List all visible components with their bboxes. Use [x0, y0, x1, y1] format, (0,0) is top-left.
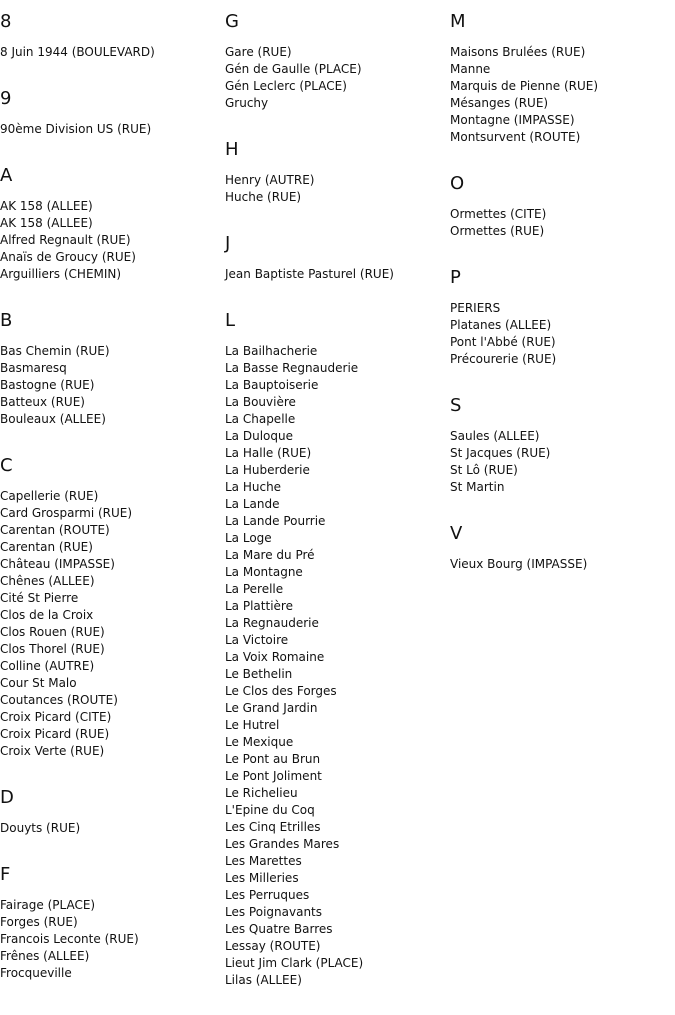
street-name: 8 Juin 1944 (BOULEVARD) — [0, 45, 155, 59]
street-name: La Huche — [225, 480, 282, 494]
street-name: Ormettes (RUE) — [450, 224, 545, 238]
street-list — [225, 44, 445, 112]
street-name: Gare (RUE) — [225, 45, 292, 59]
street-name: La Victoire — [225, 633, 289, 647]
street-name: Bastogne (RUE) — [0, 378, 95, 392]
letter-group — [450, 522, 670, 573]
letter-group — [0, 10, 220, 61]
street-list — [450, 300, 670, 368]
street-list — [0, 488, 220, 760]
street-name: Lieut Jim Clark (PLACE) — [225, 956, 364, 970]
letter-group — [0, 454, 220, 760]
street-name: Saules (ALLEE) — [450, 429, 540, 443]
street-name: Frocqueville — [0, 966, 72, 980]
street-name: Château (IMPASSE) — [0, 557, 115, 571]
street-name: La Lande — [225, 497, 280, 511]
street-name: PERIERS — [450, 301, 501, 315]
street-name: Frênes (ALLEE) — [0, 949, 90, 963]
street-list — [0, 820, 220, 837]
street-name: Chênes (ALLEE) — [0, 574, 95, 588]
street-name: Gruchy — [225, 96, 269, 110]
street-name: Le Hutrel — [225, 718, 280, 732]
street-name: Montsurvent (ROUTE) — [450, 130, 581, 144]
section-letter-heading: D — [0, 787, 14, 808]
street-name: Maisons Brulées (RUE) — [450, 45, 586, 59]
section-letter-heading: G — [225, 11, 239, 32]
street-list — [0, 897, 220, 982]
street-name: Les Quatre Barres — [225, 922, 333, 936]
street-name: Les Poignavants — [225, 905, 323, 919]
street-name: Colline (AUTRE) — [0, 659, 95, 673]
letter-group — [225, 309, 445, 989]
street-name: Gén Leclerc (PLACE) — [225, 79, 347, 93]
street-name: La Bouvière — [225, 395, 296, 409]
section-letter-heading: M — [450, 11, 466, 32]
street-name: Les Perruques — [225, 888, 310, 902]
street-name: Platanes (ALLEE) — [450, 318, 552, 332]
street-name: La Chapelle — [225, 412, 296, 426]
street-name: Coutances (ROUTE) — [0, 693, 118, 707]
street-name: Clos Rouen (RUE) — [0, 625, 105, 639]
street-name: Le Grand Jardin — [225, 701, 318, 715]
letter-group — [0, 786, 220, 837]
street-name: Anaïs de Groucy (RUE) — [0, 250, 136, 264]
street-list — [225, 343, 445, 989]
street-name: Mésanges (RUE) — [450, 96, 549, 110]
street-name: Ormettes (CITE) — [450, 207, 547, 221]
street-name: Croix Picard (CITE) — [0, 710, 112, 724]
street-name: Manne — [450, 62, 491, 76]
section-letter-heading: 9 — [0, 88, 12, 109]
section-letter-heading: L — [225, 310, 236, 331]
section-letter-heading: O — [450, 173, 465, 194]
column-2 — [225, 10, 445, 1015]
street-name: 90ème Division US (RUE) — [0, 122, 152, 136]
street-list — [450, 206, 670, 240]
street-list — [0, 343, 220, 428]
street-name: Francois Leconte (RUE) — [0, 932, 139, 946]
street-name: La Huberderie — [225, 463, 310, 477]
street-name: Marquis de Pienne (RUE) — [450, 79, 599, 93]
letter-group — [450, 394, 670, 496]
section-letter-heading: C — [0, 455, 13, 476]
street-name: Clos de la Croix — [0, 608, 94, 622]
street-list — [0, 198, 220, 283]
street-name: Forges (RUE) — [0, 915, 78, 929]
section-letter-heading: F — [0, 864, 11, 885]
street-name: Le Pont Joliment — [225, 769, 322, 783]
letter-group — [450, 266, 670, 368]
letter-group — [450, 10, 670, 146]
street-name: Le Bethelin — [225, 667, 293, 681]
section-letter-heading: 8 — [0, 11, 12, 32]
section-letter-heading: B — [0, 310, 13, 331]
section-letter-heading: V — [450, 523, 463, 544]
street-name: Card Grosparmi (RUE) — [0, 506, 133, 520]
street-name: Fairage (PLACE) — [0, 898, 96, 912]
column-1 — [0, 10, 220, 1008]
street-name: Les Milleries — [225, 871, 299, 885]
section-letter-heading: S — [450, 395, 462, 416]
street-name: Cour St Malo — [0, 676, 77, 690]
street-list — [0, 121, 220, 138]
street-name: Les Grandes Mares — [225, 837, 340, 851]
street-name: La Bauptoiserie — [225, 378, 319, 392]
street-name: Huche (RUE) — [225, 190, 302, 204]
street-name: La Plattière — [225, 599, 293, 613]
section-letter-heading: J — [225, 233, 231, 254]
street-name: Le Clos des Forges — [225, 684, 337, 698]
street-list — [450, 556, 670, 573]
street-name: La Duloque — [225, 429, 293, 443]
letter-group — [225, 232, 445, 283]
street-name: St Martin — [450, 480, 505, 494]
street-name: Cité St Pierre — [0, 591, 79, 605]
street-name: La Basse Regnauderie — [225, 361, 359, 375]
letter-group — [225, 10, 445, 112]
street-name: Batteux (RUE) — [0, 395, 85, 409]
street-name: Basmaresq — [0, 361, 67, 375]
street-name: Jean Baptiste Pasturel (RUE) — [225, 267, 394, 281]
street-name: La Voix Romaine — [225, 650, 325, 664]
street-list — [225, 172, 445, 206]
street-name: Le Pont au Brun — [225, 752, 321, 766]
street-name: Les Cinq Etrilles — [225, 820, 321, 834]
column-3 — [450, 10, 670, 599]
street-name: Lessay (ROUTE) — [225, 939, 321, 953]
letter-group — [0, 87, 220, 138]
street-name: La Montagne — [225, 565, 303, 579]
street-name: Croix Picard (RUE) — [0, 727, 110, 741]
street-name: Pont l'Abbé (RUE) — [450, 335, 556, 349]
street-name: Henry (AUTRE) — [225, 173, 315, 187]
street-name: Clos Thorel (RUE) — [0, 642, 105, 656]
street-name: La Perelle — [225, 582, 284, 596]
street-name: Précourerie (RUE) — [450, 352, 557, 366]
street-name: St Lô (RUE) — [450, 463, 518, 477]
street-name: Bas Chemin (RUE) — [0, 344, 110, 358]
street-name: Le Richelieu — [225, 786, 298, 800]
street-name: La Regnauderie — [225, 616, 319, 630]
street-name: Capellerie (RUE) — [0, 489, 99, 503]
street-name: Carentan (ROUTE) — [0, 523, 110, 537]
street-name: Douyts (RUE) — [0, 821, 81, 835]
street-name: Croix Verte (RUE) — [0, 744, 105, 758]
street-name: St Jacques (RUE) — [450, 446, 551, 460]
letter-group — [0, 309, 220, 428]
street-list — [450, 428, 670, 496]
street-list — [225, 266, 445, 283]
street-name: Vieux Bourg (IMPASSE) — [450, 557, 588, 571]
street-name: L'Epine du Coq — [225, 803, 315, 817]
street-list — [0, 44, 220, 61]
street-name: Lilas (ALLEE) — [225, 973, 302, 987]
street-name: Les Marettes — [225, 854, 302, 868]
letter-group — [0, 164, 220, 283]
street-name: Bouleaux (ALLEE) — [0, 412, 106, 426]
street-name: La Lande Pourrie — [225, 514, 326, 528]
street-name: Gén de Gaulle (PLACE) — [225, 62, 362, 76]
letter-group — [450, 172, 670, 240]
street-name: La Bailhacherie — [225, 344, 318, 358]
street-name: Arguilliers (CHEMIN) — [0, 267, 122, 281]
street-name: Carentan (RUE) — [0, 540, 93, 554]
street-name: La Halle (RUE) — [225, 446, 312, 460]
section-letter-heading: H — [225, 139, 239, 160]
street-name: Le Mexique — [225, 735, 294, 749]
street-name: Alfred Regnault (RUE) — [0, 233, 131, 247]
section-letter-heading: P — [450, 267, 461, 288]
street-name: La Loge — [225, 531, 272, 545]
section-letter-heading: A — [0, 165, 13, 186]
letter-group — [0, 863, 220, 982]
street-list — [450, 44, 670, 146]
letter-group — [225, 138, 445, 206]
street-name: Montagne (IMPASSE) — [450, 113, 575, 127]
street-name: AK 158 (ALLEE) — [0, 199, 93, 213]
street-name: La Mare du Pré — [225, 548, 315, 562]
street-name: AK 158 (ALLEE) — [0, 216, 93, 230]
